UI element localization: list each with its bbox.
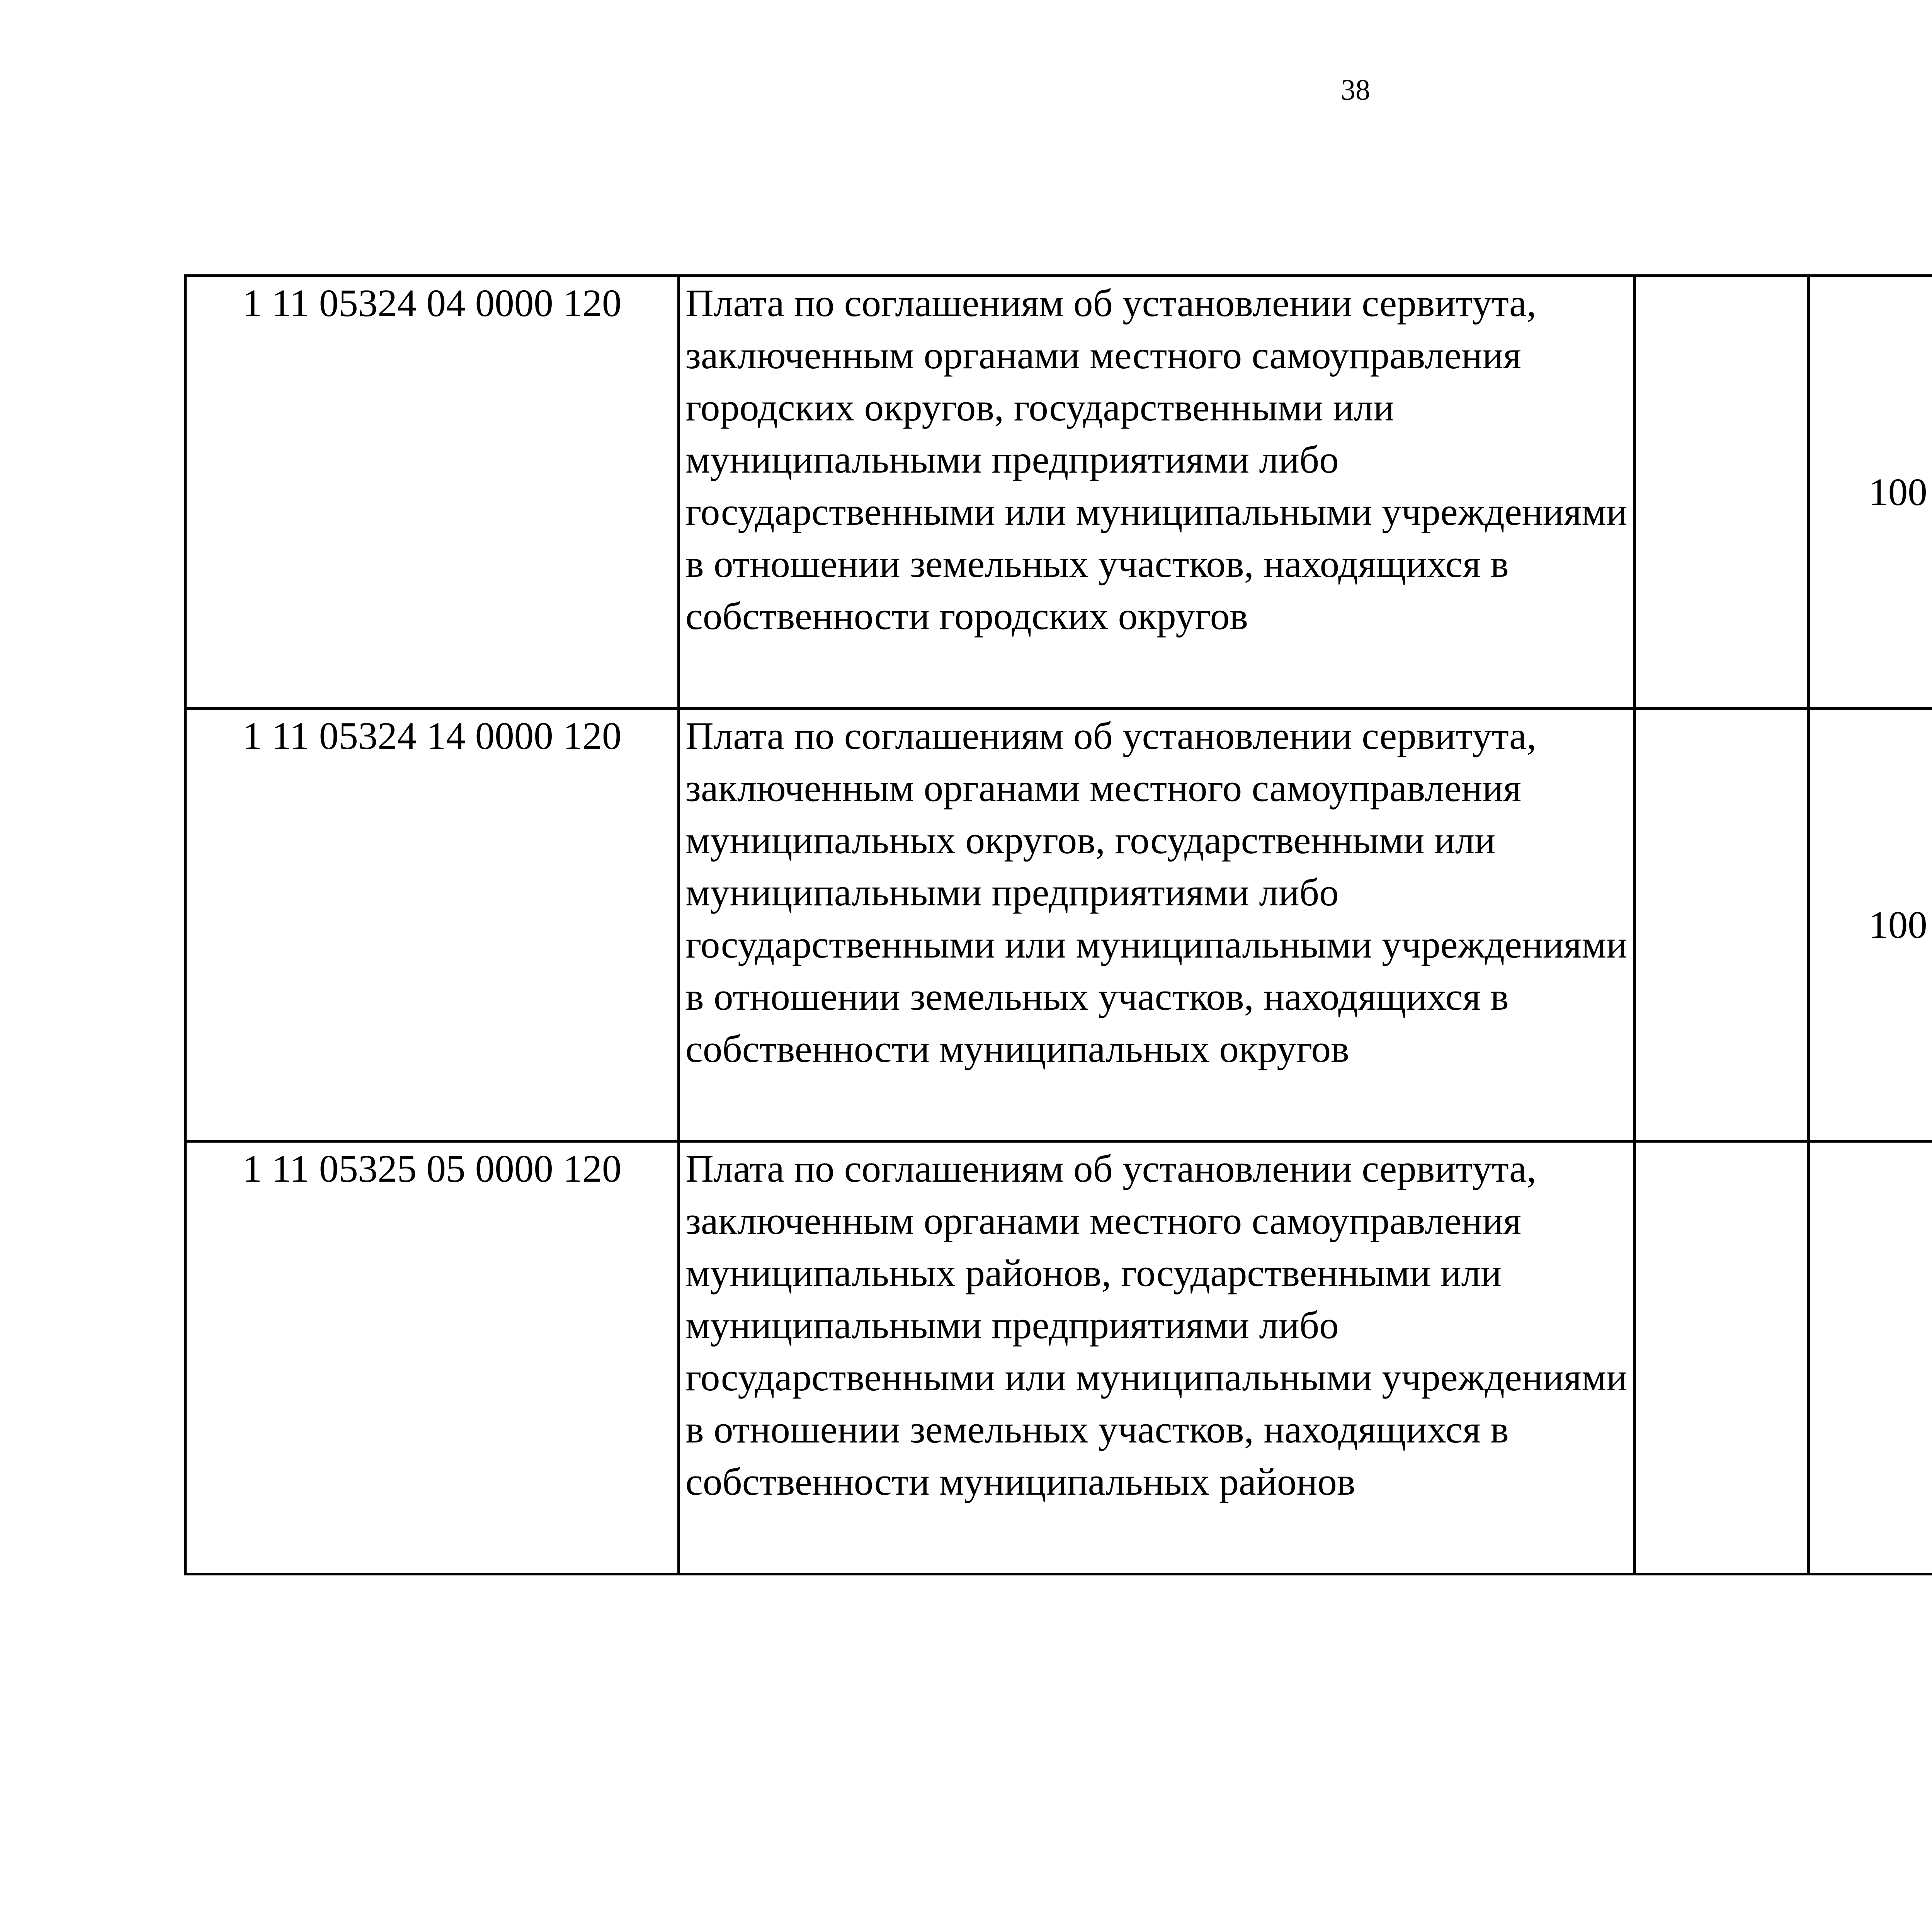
page-number: 38 bbox=[1341, 74, 1370, 106]
revenue-description-cell: Плата по соглашениям об установлении сервитута, заключенным органами местного самоуправления городских округов, государственными или муниципальными предприятиями либо государственными или муниципальными учреждениями в отношении земельных участков, находящихся в собственности городских округов bbox=[679, 276, 1635, 709]
revenue-code-cell: 1 11 05324 04 0000 120 bbox=[185, 276, 679, 709]
value-cell bbox=[1635, 276, 1809, 709]
table-row bbox=[185, 276, 1932, 709]
value-cell bbox=[1635, 709, 1809, 1141]
revenue-code-cell: 1 11 05324 14 0000 120 bbox=[185, 709, 679, 1141]
value-cell bbox=[1635, 1141, 1809, 1574]
revenue-distribution-table bbox=[184, 274, 1932, 1575]
table-row bbox=[185, 709, 1932, 1141]
value-cell bbox=[1809, 1141, 1932, 1574]
value-cell: 100 bbox=[1809, 709, 1932, 1141]
value-cell: 100 bbox=[1809, 276, 1932, 709]
revenue-description-cell: Плата по соглашениям об установлении сервитута, заключенным органами местного самоуправления муниципальных районов, государственными или муниципальными предприятиями либо государственными или муниципальными учреждениями в отношении земельных участков, находящихся в собственности муниципальных районов bbox=[679, 1141, 1635, 1574]
table-row bbox=[185, 1141, 1932, 1574]
revenue-code-cell: 1 11 05325 05 0000 120 bbox=[185, 1141, 679, 1574]
revenue-description-cell: Плата по соглашениям об установлении сервитута, заключенным органами местного самоуправления муниципальных округов, государственными или муниципальными предприятиями либо государственными или муниципальными учреждениями в отношении земельных участков, находящихся в собственности муниципальных округов bbox=[679, 709, 1635, 1141]
